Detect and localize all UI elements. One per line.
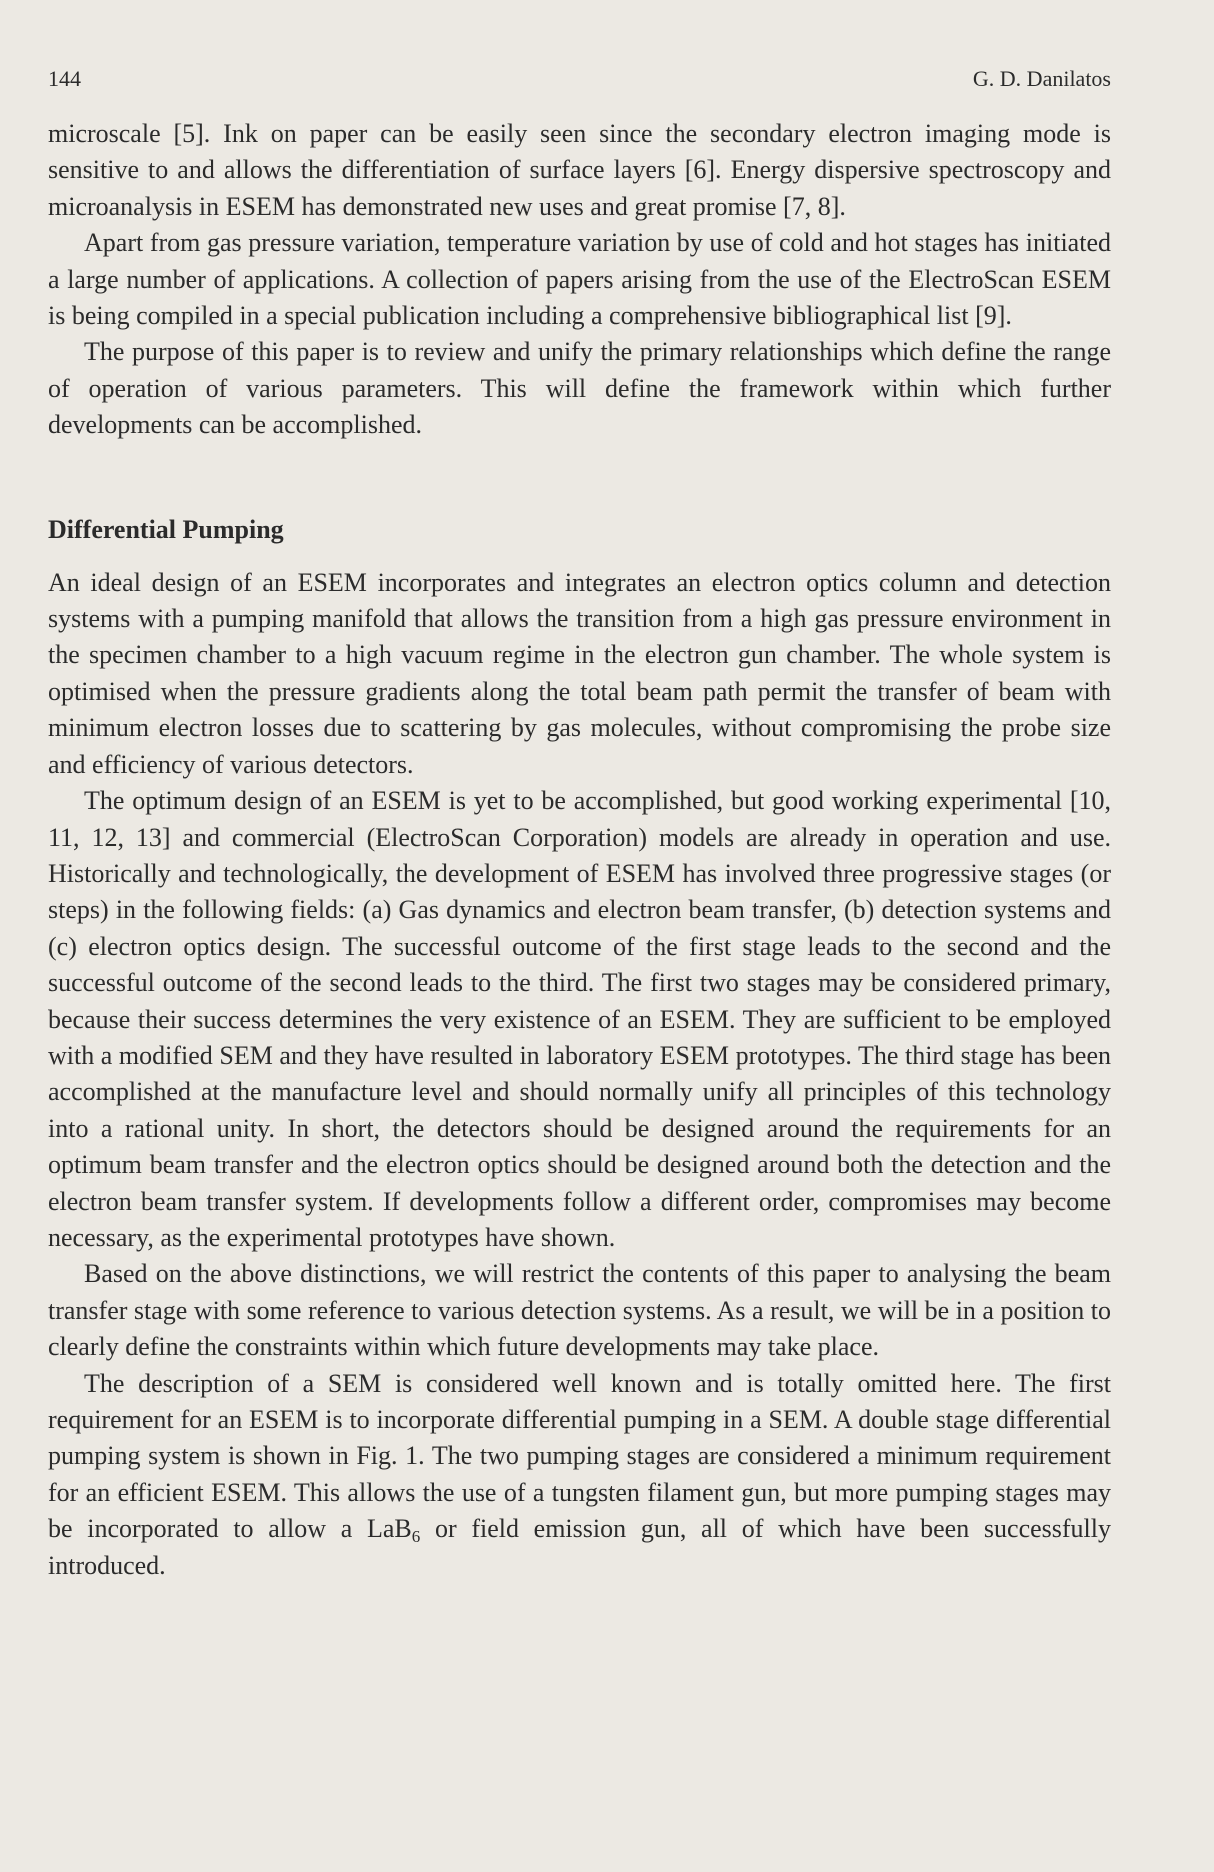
running-author: G. D. Danilatos	[972, 66, 1111, 91]
section-paragraph-3: Based on the above distinctions, we will restrict the contents of this paper to analysing the beam transfer stage with some reference to various detection systems. As a result, we will be in a position to clearly define the constraints within which future developments may take place.	[48, 1259, 1111, 1362]
intro-paragraph-1: microscale [5]. Ink on paper can be easily seen since the secondary electron imaging mode is sensitive to and allows the differentiation of surface layers [6]. Energy dispersive spectroscopy and microanalysis in ESEM has demonstrated new uses and great promise [7, 8].	[48, 119, 1111, 221]
lab6-subscript: 6	[411, 1527, 421, 1547]
section-paragraph-4	[48, 1366, 1111, 1584]
section-heading: Differential Pumping	[48, 514, 284, 544]
intro-paragraph-2: Apart from gas pressure variation, temperature variation by use of cold and hot stages has initiated a large number of applications. A collection of papers arising from the use of the ElectroScan ESEM is being compiled in a special publication including a comprehensive bibliographical list [9].	[48, 228, 1111, 331]
paragraph-4-tail: or field emission gun, all of which have been successfully introduced.	[48, 1514, 1111, 1580]
running-head	[48, 62, 1111, 96]
paragraph-4-text: The description of a SEM is considered well known and is totally omitted here. The first requirement for an ESEM is to incorporate differential pumping in a SEM. A double stage differential pumping system is shown in Fig. 1. The two pumping stages are considered a minimum requirement for an efficient ESEM. This allows the use of a tungsten filament gun, but more pumping stages may be incorporated to allow a LaB	[48, 1368, 1111, 1544]
section-paragraph-2: The optimum design of an ESEM is yet to be accomplished, but good working experimental [10, 11, 12, 13] and commercial (ElectroScan Corporation) models are already in operation and use. Historically and technologically, the development of ESEM has involved three progressive stages (or steps) in the following fields: (a) Gas dynamics and electron beam transfer, (b) detection systems and (c) electron optics design. The successful outcome of the first stage leads to the second and the successful outcome of the second leads to the third. The first two stages may be considered primary, because their success determines the very existence of an ESEM. They are sufficient to be employed with a modified SEM and they have resulted in laboratory ESEM prototypes. The third stage has been accomplished at the manufacture level and should normally unify all principles of this technology into a rational unity. In short, the detectors should be designed around the requirements for an optimum beam transfer and the electron optics should be designed around both the detection and the electron beam transfer system. If developments follow a different order, compromises may become necessary, as the experimental prototypes have shown.	[48, 786, 1111, 1252]
intro-paragraph-3: The purpose of this paper is to review and unify the primary relationships which define the range of operation of various parameters. This will define the framework within which further developments can be accomplished.	[48, 337, 1111, 440]
section-paragraph-1: An ideal design of an ESEM incorporates and integrates an electron optics column and detection systems with a pumping manifold that allows the transition from a high gas pressure environment in the specimen chamber to a high vacuum regime in the electron gun chamber. The whole system is optimised when the pressure gradients along the total beam path permit the transfer of beam with minimum electron losses due to scattering by gas molecules, without compromising the probe size and efficiency of various detectors.	[48, 567, 1111, 779]
page-number: 144	[48, 66, 81, 91]
